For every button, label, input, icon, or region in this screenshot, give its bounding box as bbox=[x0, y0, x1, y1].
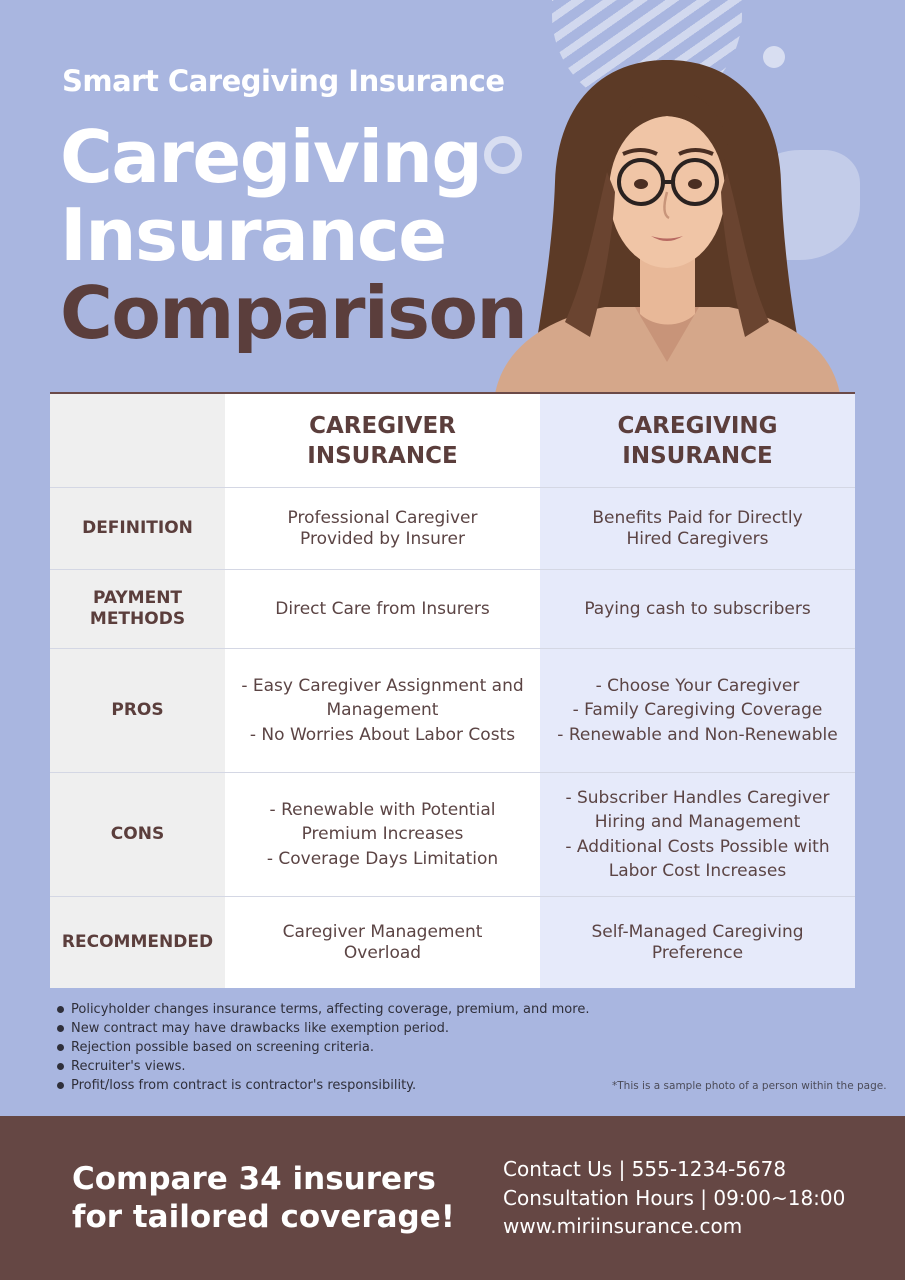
table-cell: Direct Care from Insurers bbox=[225, 570, 540, 649]
table-cell: - Easy Caregiver Assignment and Management - No Worries About Labor Costs bbox=[225, 649, 540, 773]
row-label-recommended: RECOMMENDED bbox=[50, 897, 225, 988]
row-label-cons: CONS bbox=[50, 773, 225, 897]
table-cell: - Renewable with Potential Premium Increases - Coverage Days Limitation bbox=[225, 773, 540, 897]
table-corner bbox=[50, 394, 225, 488]
consultation-hours: Consultation Hours | 09:00~18:00 bbox=[503, 1185, 846, 1210]
table-cell: Caregiver Management Overload bbox=[225, 897, 540, 988]
row-label-pros: PROS bbox=[50, 649, 225, 773]
contact-phone[interactable]: Contact Us | 555-1234-5678 bbox=[503, 1157, 787, 1181]
list-item: Rejection possible based on screening criteria. bbox=[56, 1038, 589, 1057]
list-item: Profit/loss from contract is contractor's responsibility. bbox=[56, 1076, 589, 1095]
column-header-caregiving-insurance: CAREGIVING INSURANCE bbox=[540, 394, 855, 488]
table-cell: - Choose Your Caregiver - Family Caregiving Coverage - Renewable and Non-Renewable bbox=[540, 649, 855, 773]
table-cell: Paying cash to subscribers bbox=[540, 570, 855, 649]
table-cell: Professional Caregiver Provided by Insurer bbox=[225, 488, 540, 570]
table-cell: Benefits Paid for Directly Hired Caregivers bbox=[540, 488, 855, 570]
row-label-payment-methods: PAYMENT METHODS bbox=[50, 570, 225, 649]
title-line-1: Caregiving bbox=[60, 115, 482, 199]
disclaimer-notes bbox=[56, 1000, 589, 1095]
table-cell: Self-Managed Caregiving Preference bbox=[540, 897, 855, 988]
list-item: Policyholder changes insurance terms, affecting coverage, premium, and more. bbox=[56, 1000, 589, 1019]
table-cell: - Subscriber Handles Caregiver Hiring and Management - Additional Costs Possible with Labor Cost Increases bbox=[540, 773, 855, 897]
sample-photo-note: *This is a sample photo of a person within the page. bbox=[612, 1080, 887, 1092]
comparison-table bbox=[50, 392, 855, 986]
contact-info bbox=[503, 1155, 845, 1241]
call-to-action: Compare 34 insurers for tailored coverage! bbox=[72, 1161, 455, 1235]
list-item: Recruiter's views. bbox=[56, 1057, 589, 1076]
woman-portrait-image bbox=[495, 52, 840, 394]
column-header-caregiver-insurance: CAREGIVER INSURANCE bbox=[225, 394, 540, 488]
title-line-3: Comparison bbox=[60, 271, 527, 355]
subtitle: Smart Caregiving Insurance bbox=[62, 64, 505, 98]
website-link[interactable]: www.miriinsurance.com bbox=[503, 1214, 743, 1238]
list-item: New contract may have drawbacks like exemption period. bbox=[56, 1019, 589, 1038]
row-label-definition: DEFINITION bbox=[50, 488, 225, 570]
page-title bbox=[60, 115, 527, 355]
title-line-2: Insurance bbox=[60, 193, 446, 277]
